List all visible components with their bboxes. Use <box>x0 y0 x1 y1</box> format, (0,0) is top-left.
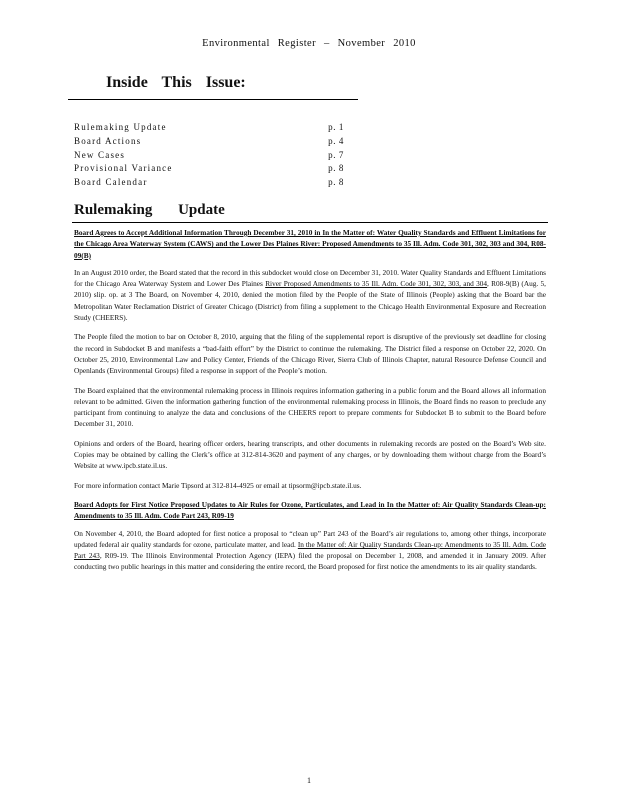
paragraph-text: In an August 2010 order, the Board stated that the record in this subdocket would close on December 31, 2010. <box>74 267 399 277</box>
toc-item-page: p. 4 <box>328 135 344 146</box>
article-paragraph: The People filed the motion to bar on October 8, 2010, arguing that the filing of the supplemental report is disruptive of the previously set deadline for closing the record in Subdocket B and manifests a “bad-faith effort” by the District to continue the rulemaking. The District filed a response on October 22, 2020. On October 25, 2010, Environmental Law and Policy Center, Friends of the Chicago River, Sierra Club of Illinois Chapter, natural Resource Defense Council and Openlands (Environmental Groups) filed a response in support of the People’s motion. <box>74 332 546 376</box>
paragraph-text: Water Quality Standards and Effluent Limitations for the Chicago Area Waterway System and Lower Des Plaines <box>74 267 546 289</box>
toc-item-page: p. 7 <box>328 149 344 160</box>
toc-divider <box>68 99 358 100</box>
table-of-contents <box>74 121 344 190</box>
paragraph-text: On November 4, 2010, the Board adopted for first notice a proposal to “clean up” Part 243 of the Board’s air regulations to, among other things, incorporate updated federal air quality standards for ozone, particulate matter, and lead. <box>74 528 546 549</box>
headline-text: , R09-19 <box>207 511 234 521</box>
toc-item-label: Board Actions <box>74 135 142 146</box>
headline-citation: In the Matter of: Air Quality Standards Clean-up: Amendments to 35 Ill. Adm. Code Part 243 <box>74 499 546 521</box>
toc-item-label: Rulemaking Update <box>74 122 167 132</box>
page-number: 1 <box>307 776 311 785</box>
section-title: Rulemaking Update <box>74 202 225 218</box>
paragraph-text: , R08-9(B) (Aug. 5, 2010) slip. op. at 3 The Board, on November 4, 2010, denied the motion filed by the People of the State of Illinois (People) asking that the Board bar the Metropolitan Water Reclamation District of Greater Chicago (District) from filing a supplement to the Chicago Health Environmental Exposure and Recreation Study (CHEERS). <box>74 279 547 323</box>
article-headline: Board Agrees to Accept Additional Information Through December 31, 2010 in In the Matter of: Water Quality Standards and Effluent Limitations for the Chicago Area Waterway System (CAWS) and the Lower Des Plaines River: Proposed Amendments to 35 Ill. Adm. Code 301, 302, 303 and 304, R08-09(B) <box>74 228 546 260</box>
running-header: Environmental Register – November 2010 <box>202 38 416 49</box>
toc-item-label: New Cases <box>74 149 126 160</box>
article-headline <box>74 499 546 522</box>
toc-item-label: Provisional Variance <box>74 163 173 174</box>
section-divider <box>72 222 548 223</box>
paragraph-text: , R09-19. The Illinois Environmental Protection Agency (IEPA) filed the proposal on December 1, 2008, and amended it in January 2009. After conducting two public hearings in this matter and considering the entire record, the Board proposed for first notice the amendments to its air quality standards. <box>74 551 547 572</box>
toc-item-page: p. 8 <box>328 163 344 174</box>
toc-item[interactable] <box>74 121 344 135</box>
toc-item-page: p. 8 <box>328 177 344 188</box>
case-citation: River Proposed Amendments to 35 Ill. Adm. Code 301, 302, 303, and 304 <box>265 279 488 289</box>
contact-paragraph: For more information contact Marie Tipsord at 312-814-4925 or email at tipsorm@ipcb.state.il.us. <box>74 480 362 490</box>
headline-text: Board Adopts for First Notice Proposed Updates to Air Rules for Ozone, Particulates, and Lead in <box>74 499 387 509</box>
toc-item[interactable] <box>74 176 344 190</box>
case-citation: In the Matter of: Air Quality Standards Clean-up: Amendments to 35 Ill. Adm. Code Part 243 <box>74 539 547 561</box>
article-paragraph: The Board explained that the environmental rulemaking process in Illinois requires information gathering in a public forum and the Board allows all information relevant to be admitted. Given the information gathering function of the environmental rulemaking process in Illinois, the Board finds no reason to preclude any participant from continuing to analyze the data and conclusions of the CHEERS report to prepare comments for Subdocket B to submit to the Board before December 31, 2010. <box>74 385 546 429</box>
toc-item[interactable] <box>74 162 344 176</box>
toc-title: Inside This Issue: <box>106 74 246 91</box>
article-paragraph: Opinions and orders of the Board, hearing officer orders, hearing transcripts, and other documents in rulemaking records are posted on the Board’s Web site. Copies may be obtained by calling the Clerk’s office at 312-814-3620 and payment of any charges, or by downloading them without charge from the Board’s Website at www.ipcb.state.il.us. <box>74 438 546 471</box>
toc-item[interactable] <box>74 135 344 149</box>
article-paragraph <box>74 528 546 573</box>
article-paragraph <box>74 267 546 323</box>
toc-item[interactable] <box>74 149 344 163</box>
toc-item-label: Board Calendar <box>74 177 148 188</box>
article-body <box>74 227 546 581</box>
toc-item-page: p. 1 <box>328 122 344 132</box>
